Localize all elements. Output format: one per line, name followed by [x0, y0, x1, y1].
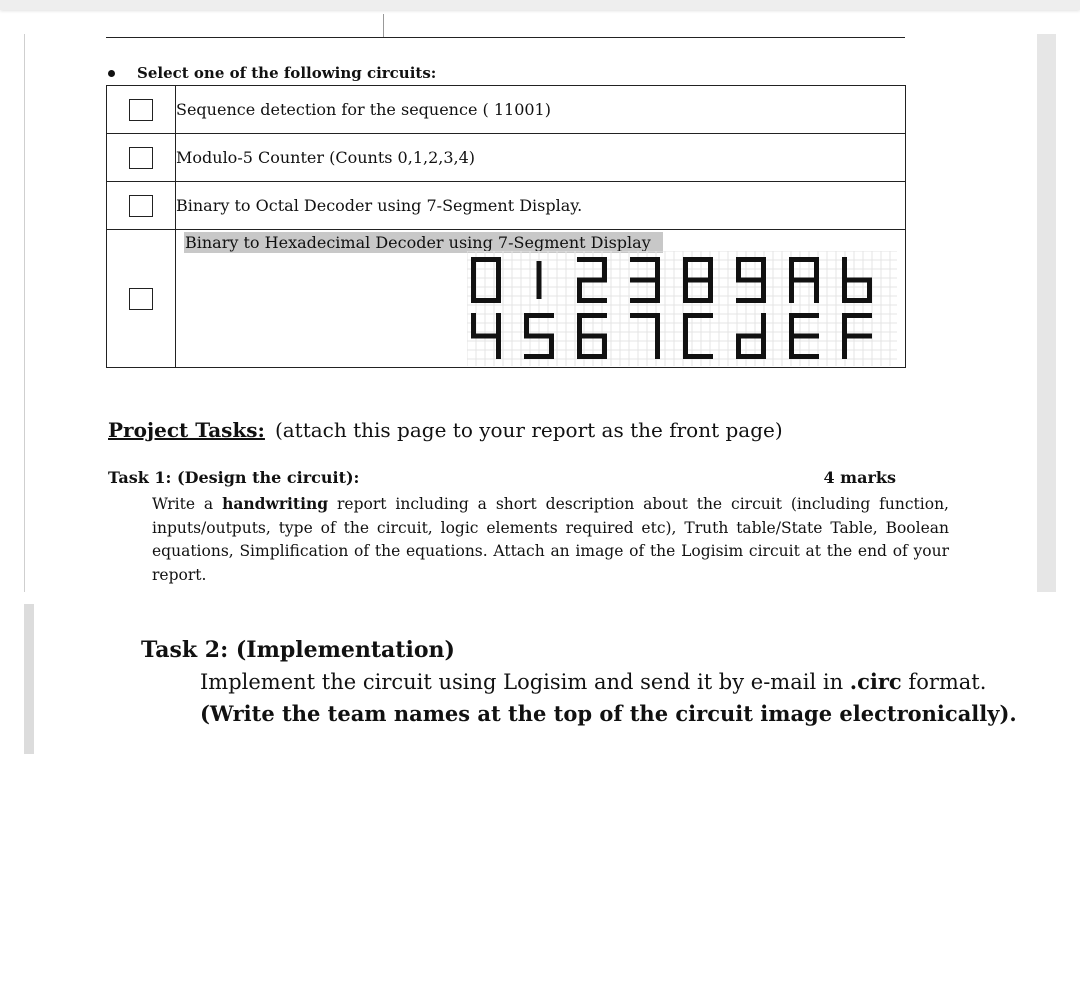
circuit-2-checkbox[interactable]	[129, 147, 153, 169]
task1-body	[152, 492, 949, 587]
hex-digit-F	[842, 313, 872, 359]
table-row	[107, 230, 906, 368]
hex-digit-E	[789, 313, 819, 359]
task1-body-bold: handwriting	[222, 494, 329, 513]
previous-table-fragment	[106, 14, 905, 38]
task2-line1-bold: .circ	[849, 669, 902, 694]
task2-line2: (Write the team names at the top of the circuit image electronically).	[200, 701, 1017, 726]
hex-digit-C	[683, 313, 713, 359]
task1-body-post: report including a short description about the circuit (including function, inputs/outputs, type of the circuit, logic elements required etc), Truth table/State Table, Boolean equations, Simplification of the equations. Attach an image of the Logisim circuit at the end of your report.	[152, 495, 949, 584]
circuit-2-label: Modulo-5 Counter (Counts 0,1,2,3,4)	[176, 134, 906, 182]
seven-segment-hex-figure	[467, 251, 897, 366]
viewer-top-bar	[0, 0, 1080, 10]
circuit-3-label: Binary to Octal Decoder using 7-Segment Display.	[176, 182, 906, 230]
page-margin-line	[24, 34, 25, 592]
task2-title: Task 2: (Implementation)	[141, 637, 455, 663]
project-tasks-heading	[108, 418, 783, 442]
circuit-1-checkbox[interactable]	[129, 99, 153, 121]
task1-marks: 4 marks	[823, 468, 896, 487]
project-tasks-title: Project Tasks:	[108, 418, 265, 442]
hex-digit-7	[630, 313, 660, 359]
circuit-1-label: Sequence detection for the sequence ( 11001)	[176, 86, 906, 134]
task1-heading	[108, 468, 896, 487]
table-row	[107, 134, 906, 182]
task1-title: Task 1: (Design the circuit):	[108, 468, 360, 487]
circuit-4-label: Binary to Hexadecimal Decoder using 7-Segment Display	[184, 232, 663, 253]
project-tasks-note: (attach this page to your report as the front page)	[274, 418, 783, 442]
table-row	[107, 182, 906, 230]
select-heading	[108, 62, 436, 84]
circuit-3-checkbox[interactable]	[129, 195, 153, 217]
hex-digit-d	[736, 313, 766, 359]
hex-digit-1	[537, 261, 542, 299]
task2-line1-pre: Implement the circuit using Logisim and send it by e-mail in	[200, 670, 844, 694]
circuit-4-checkbox[interactable]	[129, 288, 153, 310]
task2-line1-post: format.	[908, 670, 987, 694]
task2-line1	[200, 669, 986, 694]
page-margin-line-2	[24, 604, 34, 754]
table-row	[107, 86, 906, 134]
circuit-4-cell	[176, 230, 906, 368]
select-heading-text: Select one of the following circuits:	[137, 64, 437, 82]
right-gutter	[1037, 34, 1056, 592]
circuit-options-table	[106, 85, 906, 368]
bullet-icon	[108, 70, 115, 77]
task1-body-pre: Write a	[152, 495, 214, 513]
